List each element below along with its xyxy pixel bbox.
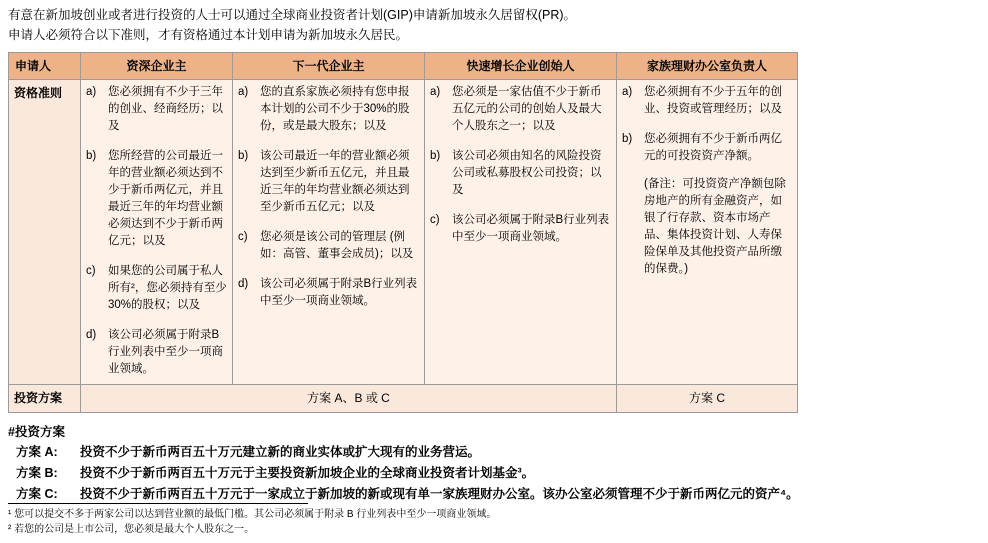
footnote-2: ² 若您的公司是上市公司，您必须是最大个人股东之一。	[8, 524, 255, 535]
list-item	[430, 148, 611, 199]
list-text: 如果您的公司属于私人所有²，您必须持有至少30%的股权；以及	[108, 265, 227, 311]
plan-text: 投资不少于新币两百五十万元于主要投资新加坡企业的全球商业投资者计划基金³。	[80, 466, 535, 480]
list-marker: a)	[430, 86, 441, 98]
table-row-investment	[9, 385, 981, 413]
plan-row	[8, 463, 980, 484]
eligibility-table	[8, 52, 981, 413]
list-marker: b)	[430, 150, 441, 162]
plans-title: #投资方案	[8, 425, 65, 439]
list-marker: b)	[238, 150, 249, 162]
footnotes	[8, 503, 980, 537]
investment-plans-section	[8, 423, 980, 505]
list-item	[238, 229, 419, 263]
list-item	[86, 84, 227, 135]
investment-family-office: 方案 C	[617, 385, 798, 413]
list-marker: a)	[238, 86, 249, 98]
header-fast-growth-founder: 快速增长企业创始人	[425, 53, 617, 80]
footnote-1: ¹ 您可以提交不多于两家公司以达到营业额的最低门槛。其公司必须属于附录 B 行业列表中至少一项商业领域。	[8, 509, 497, 520]
list-marker: c)	[430, 214, 440, 226]
list-item	[622, 84, 792, 118]
list-marker: b)	[622, 133, 633, 145]
list-text: 您的直系家族必须持有您申报本计划的公司不少于30%的股份，或是最大股东；以及	[260, 86, 410, 132]
list-text: 您必须拥有不少于新币两亿元的可投资资产净额。	[644, 133, 782, 162]
list-item	[238, 84, 419, 135]
list-text: 您必须是一家估值不少于新币五亿元的公司的创始人及最大个人股东之一；以及	[452, 86, 602, 132]
list-marker: d)	[238, 278, 249, 290]
header-applicant: 申请人	[9, 53, 81, 80]
criteria-family-office-head	[617, 80, 798, 385]
list-marker: d)	[86, 329, 97, 341]
list-item	[430, 212, 611, 246]
plan-key: 方案 B:	[16, 466, 58, 480]
list-text: 该公司必须属于附录B行业列表中至少一项商业领域。	[452, 214, 610, 243]
list-marker: a)	[86, 86, 97, 98]
investment-shared: 方案 A、B 或 C	[81, 385, 617, 413]
list-text: 该公司必须由知名的风险投资公司或私募股权公司投资；以及	[452, 150, 602, 196]
plan-text: 投资不少于新币两百五十万元建立新的商业实体或扩大现有的业务营运。	[80, 445, 481, 459]
list-text: 该公司最近一年的营业额必须达到至少新币五亿元，并且最近三年的年均营业额必须达到至少新币五亿元；以及	[260, 150, 410, 213]
list-marker: c)	[86, 265, 96, 277]
table-row-criteria	[9, 80, 981, 385]
list-text: 您必须拥有不少于三年的创业、经商经历；以及	[108, 86, 223, 132]
table-header-row	[9, 53, 981, 80]
list-text: 该公司必须属于附录B行业列表中至少一项商业领域。	[260, 278, 418, 307]
list-text: 您所经营的公司最近一年的营业额必须达到不少于新币两亿元，并且最近三年的年均营业额必须达到不少于新币两亿元；以及	[108, 150, 223, 247]
plan-row	[8, 442, 980, 463]
list-text: 您必须是该公司的管理层 (例如：高管、董事会成员)；以及	[260, 231, 414, 260]
list-marker: c)	[238, 231, 248, 243]
list-item	[238, 148, 419, 216]
plan-row	[8, 484, 980, 505]
family-office-note: (备注：可投资资产净额包除房地产的所有金融资产，如银了行存款、资本市场产品、集体投资计划、人寿保险保单及其他投资产品所缴的保费。)	[644, 178, 786, 275]
list-item	[86, 327, 227, 378]
header-next-gen-owner: 下一代企业主	[233, 53, 425, 80]
plan-key: 方案 A:	[16, 445, 58, 459]
rowlabel-criteria: 资格准则	[9, 80, 81, 385]
plan-key: 方案 C:	[16, 487, 58, 501]
intro-paragraph-1: 有意在新加坡创业或者进行投资的人士可以通过全球商业投资者计划(GIP)申请新加坡永久居留权(PR)。	[8, 8, 577, 22]
list-item	[86, 263, 227, 314]
criteria-next-gen-owner	[233, 80, 425, 385]
list-marker: b)	[86, 150, 97, 162]
plan-text: 投资不少于新币两百五十万元于一家成立于新加坡的新或现有单一家族理财办公室。该办公室必须管理不少于新币两亿元的资产⁴。	[80, 487, 799, 501]
list-item	[238, 276, 419, 310]
header-family-office-head: 家族理财办公室负责人	[617, 53, 798, 80]
list-text: 您必须拥有不少于五年的创业、投资或管理经历；以及	[644, 86, 782, 115]
header-senior-owner: 资深企业主	[81, 53, 233, 80]
rowlabel-investment: 投资方案	[9, 385, 81, 413]
footnote-divider	[8, 503, 308, 504]
list-item	[86, 148, 227, 250]
list-marker: a)	[622, 86, 633, 98]
list-item	[430, 84, 611, 135]
criteria-senior-owner	[81, 80, 233, 385]
criteria-fast-growth-founder	[425, 80, 617, 385]
intro-paragraph-2: 申请人必须符合以下准则，才有资格通过本计划申请为新加坡永久居民。	[8, 28, 409, 42]
list-item	[622, 131, 792, 278]
list-text: 该公司必须属于附录B行业列表中至少一项商业领域。	[108, 329, 223, 375]
